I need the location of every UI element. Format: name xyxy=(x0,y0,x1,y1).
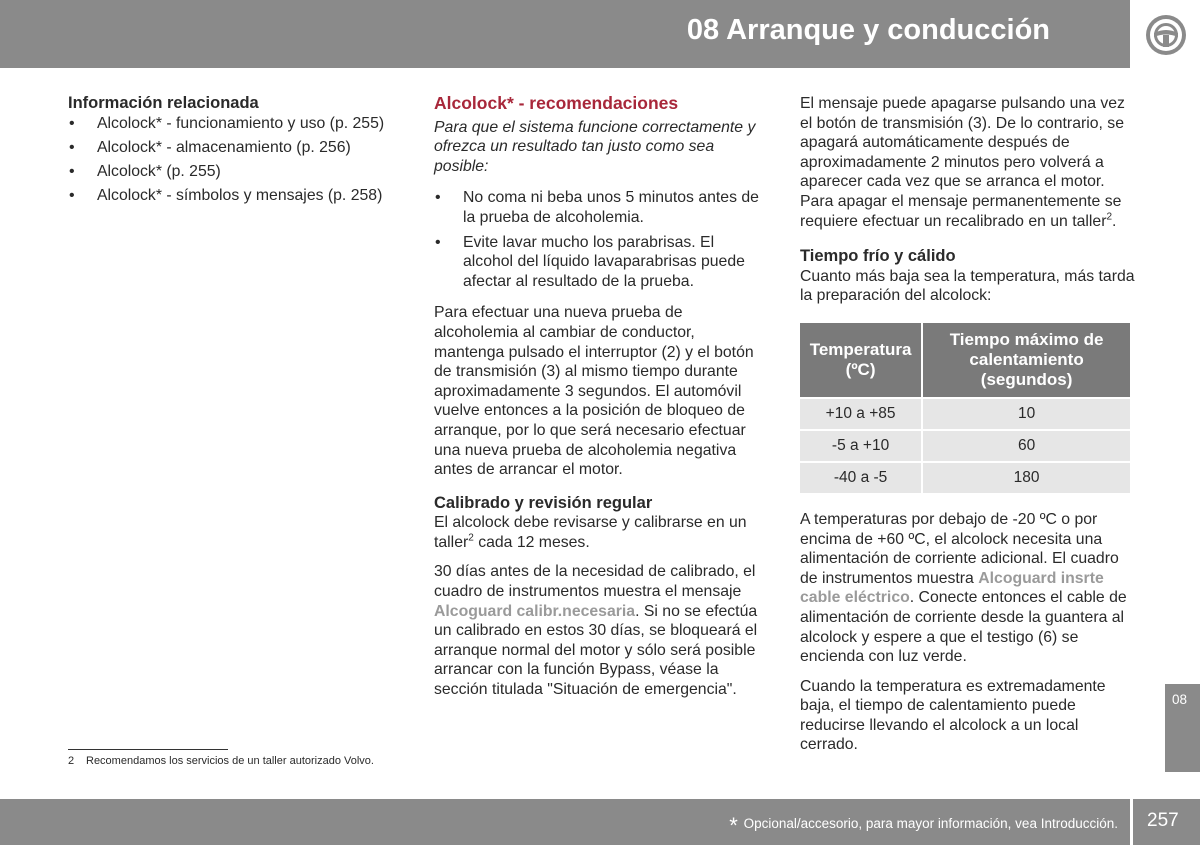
calibration-paragraph xyxy=(434,513,766,552)
related-info-column xyxy=(68,94,403,210)
warmup-cell: 10 xyxy=(923,399,1130,429)
message-off-paragraph xyxy=(800,94,1135,231)
related-link-item[interactable]: • Alcolock* (p. 255) xyxy=(68,162,403,182)
text-run: 30 días antes de la necesidad de calibrado, el cuadro de instrumentos muestra el mensaje xyxy=(434,563,756,601)
chapter-icon-box xyxy=(1133,0,1200,68)
warmup-time-table xyxy=(798,321,1132,495)
footnote-number: 2 xyxy=(68,755,75,767)
steering-wheel-icon xyxy=(1144,13,1188,57)
text-run: El mensaje puede apagarse pulsando una vez el botón de transmisión (3). De lo contrario, se apagará automáticamente después de aproximadamente 2 minutos pero volverá a aparecer cada vez que se arranca el motor. Para apagar el mensaje permanentemente se requiere efectuar un recalibrado en un taller xyxy=(800,95,1125,230)
section-heading: Alcolock* - recomendaciones xyxy=(434,93,679,113)
display-message: Alcoguard calibr.necesaria xyxy=(434,602,636,620)
related-links-list xyxy=(68,114,403,206)
chapter-header xyxy=(0,0,1130,68)
related-link-item[interactable]: • Alcolock* - símbolos y mensajes (p. 258) xyxy=(68,186,403,206)
chapter-side-tab-label: 08 xyxy=(1172,692,1188,707)
text-run: . Conecte entonces el cable de alimentación de corriente desde la guantera al alcolock y espere a que el testigo (6) se encienda con luz verde. xyxy=(800,589,1127,666)
table-row xyxy=(800,431,1130,461)
temperature-cell: +10 a +85 xyxy=(800,399,921,429)
text-run: El alcolock debe revisarse y calibrarse en un taller xyxy=(434,514,747,551)
related-link-item[interactable]: • Alcolock* - funcionamiento y uso (p. 255) xyxy=(68,114,403,134)
warmup-cell: 60 xyxy=(923,431,1130,461)
recommendation-list xyxy=(434,188,766,291)
text-run: . Si no se efectúa un calibrado en estos 30 días, se bloqueará el arranque normal del motor y sólo será posible arrancar con la función Bypass, véase la sección titulada "Situación de emergencia". xyxy=(434,602,758,699)
table-header-warmup: Tiempo máximo de calentamiento (segundos) xyxy=(923,323,1130,397)
table-row xyxy=(800,463,1130,493)
cold-warm-heading: Tiempo frío y cálido xyxy=(800,247,956,266)
temperature-column xyxy=(800,94,1135,765)
recommendations-column xyxy=(434,94,766,710)
footnote-divider xyxy=(68,749,228,750)
text-run: cada 12 meses. xyxy=(473,533,590,551)
retest-paragraph: Para efectuar una nueva prueba de alcoholemia al cambiar de conductor, mantenga pulsado el interruptor (2) y el botón de transmisión (3) al mismo tiempo durante aproximadamente 3 segundos. El automóvil vuelve entonces a la posición de bloqueo de arranque, por lo que será necesario efectuar una nueva prueba de alcoholemia negativa antes de arrancar el motor. xyxy=(434,304,754,479)
temperature-cell: -40 a -5 xyxy=(800,463,921,493)
warmup-cell: 180 xyxy=(923,463,1130,493)
recommendation-item: • Evite lavar mucho los parabrisas. El alcohol del líquido lavaparabrisas puede afectar al resultado de la prueba. xyxy=(434,233,766,292)
chapter-title: 08 Arranque y conducción xyxy=(686,14,1050,46)
related-info-heading: Información relacionada xyxy=(68,94,259,112)
cold-warm-intro: Cuanto más baja sea la temperatura, más tarda la preparación del alcolock: xyxy=(800,267,1135,305)
calibration-heading: Calibrado y revisión regular xyxy=(434,493,653,512)
table-row xyxy=(800,399,1130,429)
extra-power-paragraph xyxy=(800,510,1135,667)
footnote-ref: 2 xyxy=(1106,211,1113,223)
recommendation-item: • No coma ni beba unos 5 minutos antes de la prueba de alcoholemia. xyxy=(434,188,766,227)
display-message: Alcoguard insrte cable eléctrico xyxy=(800,569,1104,607)
page-footer xyxy=(0,799,1130,845)
related-link-item[interactable]: • Alcolock* - almacenamiento (p. 256) xyxy=(68,138,403,158)
page-number-box xyxy=(1133,799,1200,845)
asterisk-mark: * xyxy=(729,813,738,838)
intro-text: Para que el sistema funcione correctamente y ofrezca un resultado tan justo como sea posible: xyxy=(434,118,756,175)
text-run: . xyxy=(1112,212,1117,230)
footer-note-text: Opcional/accesorio, para mayor información, vea Introducción. xyxy=(743,816,1118,831)
footer-note xyxy=(729,813,1118,839)
footnote-text: Recomendamos los servicios de un taller autorizado Volvo. xyxy=(86,755,374,767)
text-run: A temperaturas por debajo de -20 ºC o por encima de +60 ºC, el alcolock necesita una alimentación de corriente adicional. El cuadro de instrumentos muestra xyxy=(800,510,1119,587)
table-header-temperature: Temperatura (ºC) xyxy=(800,323,921,397)
calibration-warning-paragraph xyxy=(434,562,766,699)
footnote xyxy=(68,755,374,767)
footnote-ref: 2 xyxy=(468,532,474,544)
extreme-cold-paragraph: Cuando la temperatura es extremadamente baja, el tiempo de calentamiento puede reducirse llevando el alcolock a un local cerrado. xyxy=(800,677,1106,754)
chapter-side-tab xyxy=(1165,684,1200,772)
page-number: 257 xyxy=(1147,810,1179,831)
temperature-cell: -5 a +10 xyxy=(800,431,921,461)
